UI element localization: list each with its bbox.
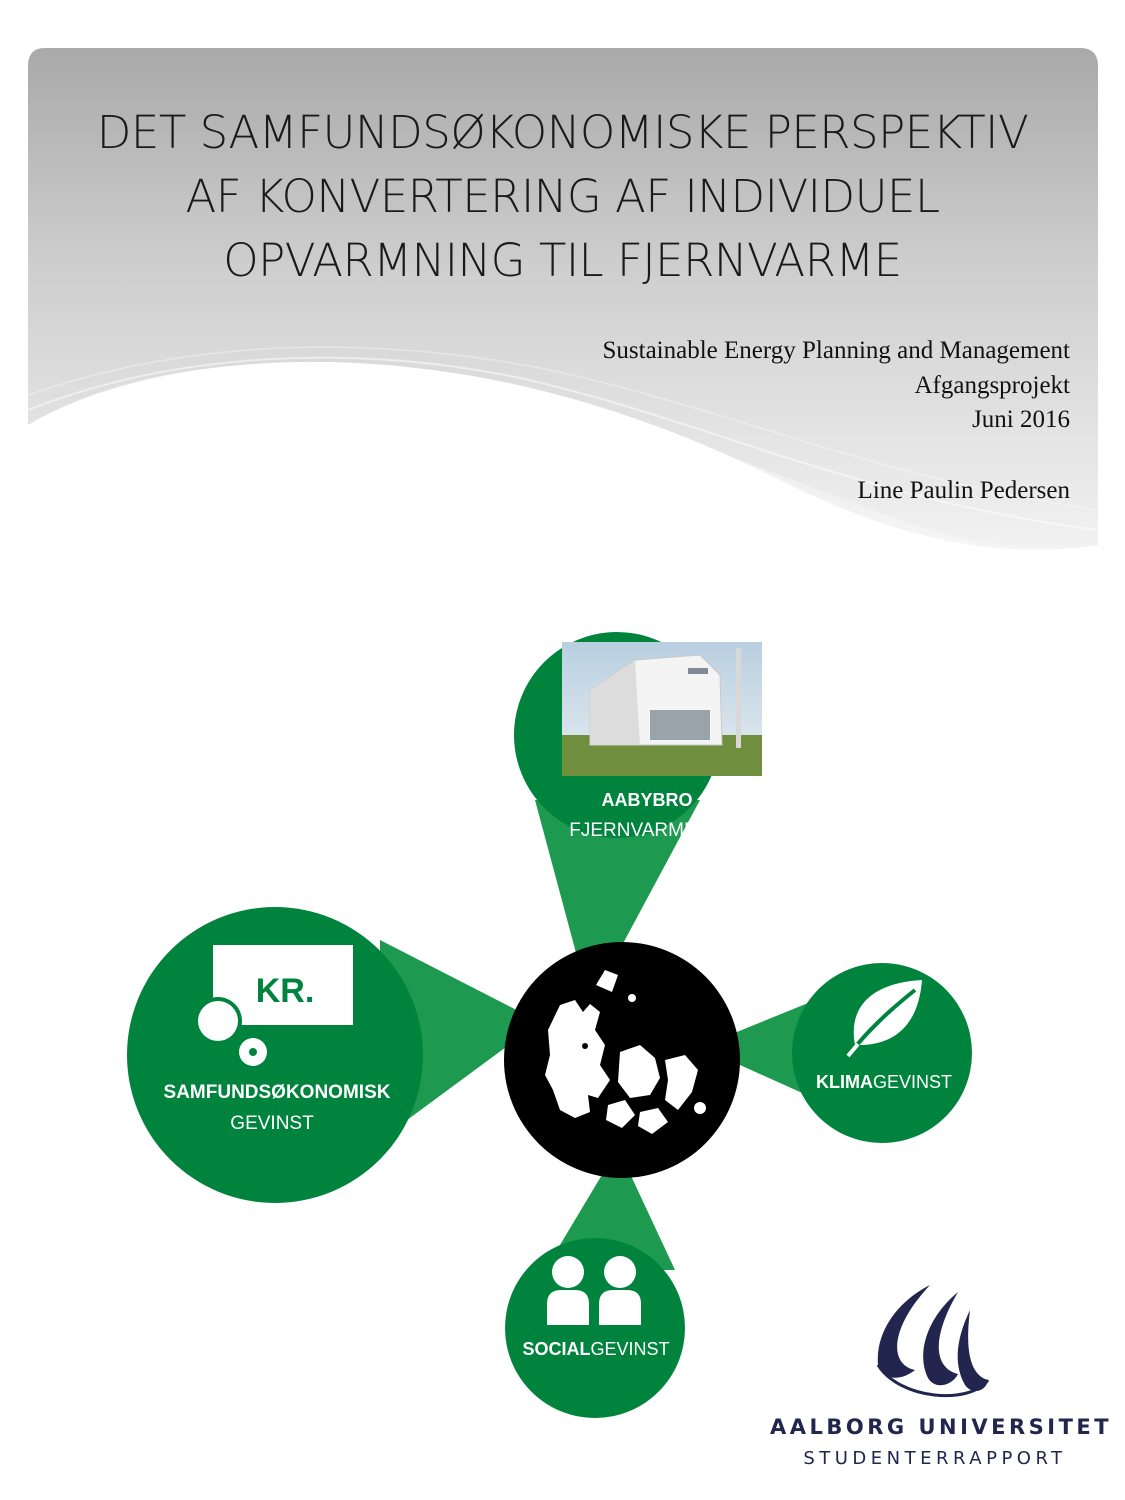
header-wave-background [0,0,1125,600]
denmark-map-icon [504,942,740,1178]
author-name: Line Paulin Pedersen [857,477,1070,504]
program-name: Sustainable Energy Planning and Management [602,337,1070,364]
plant-node [514,632,762,841]
social-label-bold: SOCIAL [522,1339,591,1359]
report-type: STUDENTERRAPPORT [803,1448,1067,1469]
economic-label: GEVINST [230,1113,314,1134]
university-name: AALBORG UNIVERSITET [770,1415,1113,1439]
economic-node [127,907,423,1203]
climate-label [816,1072,952,1092]
title-line-1: DET SAMFUNDSØKONOMISKE PERSPEKTIV [96,106,1029,159]
climate-label-bold: KLIMA [815,1072,873,1092]
university-logo [770,1270,1113,1480]
report-date: Juni 2016 [972,406,1070,433]
power-plant-photo [562,642,762,776]
social-label-normal: GEVINST [590,1339,670,1359]
sign-text: KR. [255,972,315,1010]
economic-label-bold: SAMFUNDSØKONOMISK [163,1082,391,1103]
social-node [505,1238,685,1418]
title-line-2: AF KONVERTERING AF INDIVIDUEL [185,170,940,223]
plant-label: FJERNVARMEVÆRK [569,820,755,841]
climate-node [792,963,972,1143]
social-label [522,1339,669,1359]
project-type: Afgangsprojekt [914,372,1070,399]
title-line-3: OPVARMNING TIL FJERNVARME [223,234,902,287]
climate-label-normal: GEVINST [872,1072,953,1092]
aau-logo-icon [770,1270,1100,1410]
plant-label-bold: AABYBRO [601,790,693,810]
